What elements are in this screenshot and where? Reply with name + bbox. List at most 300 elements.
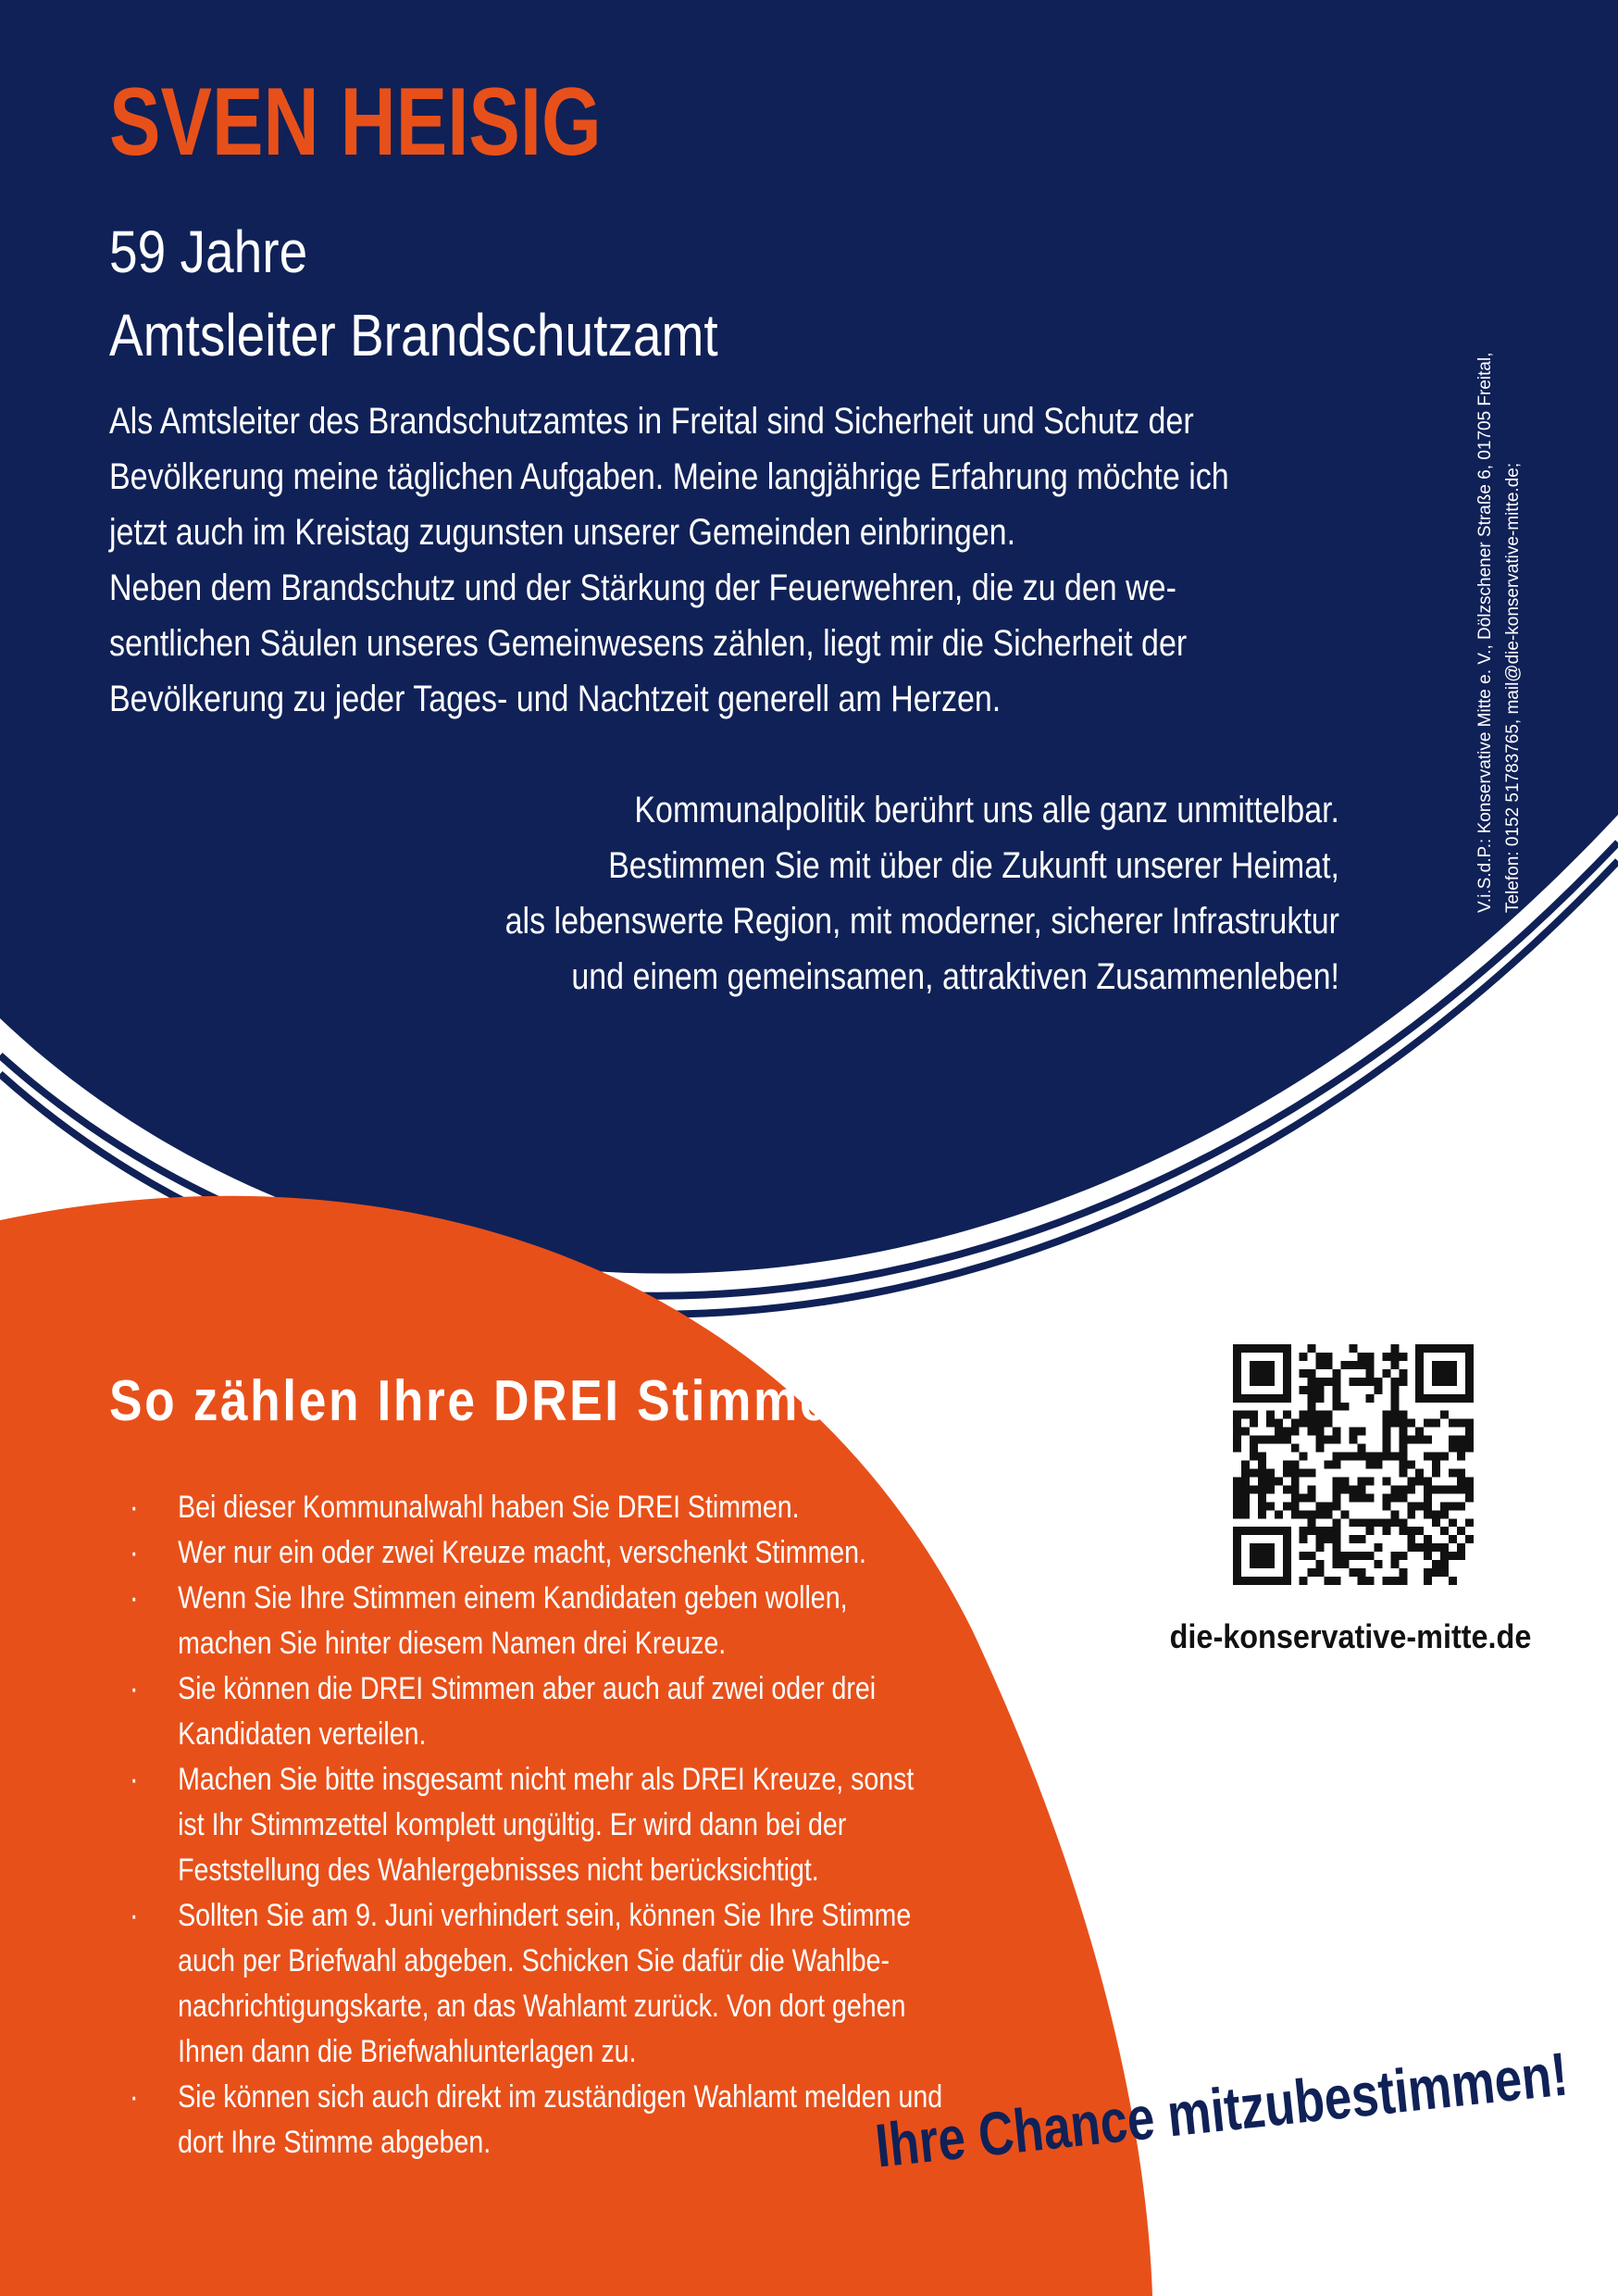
qr-module	[1357, 1493, 1365, 1502]
qr-module	[1415, 1502, 1424, 1510]
qr-module	[1250, 1453, 1258, 1461]
qr-module	[1449, 1419, 1457, 1428]
qr-module	[1275, 1428, 1283, 1436]
qr-module	[1250, 1444, 1258, 1453]
bio-line: Als Amtsleiter des Brandschutzamtes in Freital sind Sicherheit und Schutz der	[109, 401, 1194, 442]
qr-module	[1266, 1419, 1275, 1428]
qr-module	[1357, 1453, 1365, 1461]
qr-module	[1407, 1510, 1415, 1518]
qr-module	[1465, 1485, 1474, 1493]
qr-module	[1449, 1502, 1457, 1510]
qr-module	[1382, 1436, 1390, 1444]
qr-module	[1300, 1527, 1308, 1535]
qr-module	[1424, 1436, 1432, 1444]
qr-module	[1316, 1394, 1325, 1403]
qr-module	[1407, 1477, 1415, 1485]
qr-module	[1399, 1428, 1407, 1436]
qr-module	[1283, 1468, 1291, 1477]
qr-module	[1415, 1468, 1424, 1477]
qr-module	[1432, 1518, 1440, 1527]
qr-module	[1233, 1444, 1241, 1453]
qr-module	[1308, 1527, 1316, 1535]
qr-module	[1266, 1411, 1275, 1419]
qr-module	[1465, 1419, 1474, 1428]
qr-module	[1341, 1510, 1350, 1518]
qr-module	[1407, 1461, 1415, 1469]
qr-module	[1266, 1436, 1275, 1444]
list-item: · Wer nur ein oder zwei Kreuze macht, verschenkt Stimmen.	[130, 1530, 946, 1576]
qr-module	[1308, 1344, 1316, 1353]
imprint-line: V.i.S.d.P.: Konservative Mitte e. V., Dölzschener Straße 6, 01705 Freital,	[1475, 352, 1495, 913]
candidate-name: SVEN HEISIG	[109, 69, 602, 176]
qr-module	[1457, 1552, 1465, 1560]
qr-module	[1432, 1468, 1440, 1477]
qr-module	[1407, 1543, 1415, 1552]
qr-module	[1291, 1419, 1300, 1428]
qr-module	[1333, 1453, 1341, 1461]
qr-module	[1390, 1378, 1399, 1386]
qr-module	[1266, 1502, 1275, 1510]
qr-module	[1300, 1419, 1308, 1428]
qr-module	[1300, 1353, 1308, 1361]
qr-module	[1316, 1386, 1325, 1394]
qr-module	[1399, 1568, 1407, 1577]
qr-module	[1291, 1477, 1300, 1485]
qr-module	[1457, 1453, 1465, 1461]
list-item: · Wenn Sie Ihre Stimmen einem Kandidaten geben wollen, machen Sie hinter diesem Namen drei Kreuze.	[130, 1576, 946, 1666]
qr-module	[1316, 1411, 1325, 1419]
qr-module	[1283, 1428, 1291, 1436]
qr-module	[1449, 1518, 1457, 1527]
list-item: · Machen Sie bitte insgesamt nicht mehr als DREI Kreuze, sonst ist Ihr Stimmzettel komplett ungültig. Er wird dann bei der Feststellung des Wahlergebnisses nicht berücksichtigt.	[130, 1757, 946, 1893]
qr-module	[1300, 1510, 1308, 1518]
qr-module	[1350, 1453, 1358, 1461]
qr-module	[1440, 1552, 1449, 1560]
qr-module	[1316, 1353, 1325, 1361]
votes-heading: So zählen Ihre DREI Stimmen:	[109, 1369, 881, 1433]
qr-module	[1457, 1477, 1465, 1485]
qr-module	[1308, 1518, 1316, 1527]
qr-module	[1390, 1344, 1399, 1353]
qr-module	[1365, 1577, 1374, 1585]
qr-module	[1241, 1477, 1250, 1485]
qr-module	[1308, 1403, 1316, 1411]
bio-line: Neben dem Brandschutz und der Stärkung der Feuerwehren, die zu den we-	[109, 568, 1176, 608]
qr-module	[1399, 1518, 1407, 1527]
qr-module	[1300, 1577, 1308, 1585]
quote-line: Kommunalpolitik berührt uns alle ganz unmittelbar.	[634, 790, 1339, 830]
qr-module	[1415, 1477, 1424, 1485]
qr-module	[1457, 1419, 1465, 1428]
qr-module	[1341, 1453, 1350, 1461]
qr-module	[1399, 1527, 1407, 1535]
qr-module	[1457, 1543, 1465, 1552]
qr-module	[1457, 1502, 1465, 1510]
qr-module	[1350, 1568, 1358, 1577]
qr-module	[1449, 1577, 1457, 1585]
qr-module	[1333, 1436, 1341, 1444]
qr-module	[1233, 1419, 1241, 1428]
qr-module	[1407, 1502, 1415, 1510]
qr-module	[1382, 1369, 1390, 1378]
qr-module	[1250, 1419, 1258, 1428]
qr-module	[1399, 1353, 1407, 1361]
qr-module	[1382, 1353, 1390, 1361]
qr-module	[1258, 1477, 1266, 1485]
qr-module	[1300, 1468, 1308, 1477]
qr-module	[1258, 1453, 1266, 1461]
qr-module	[1316, 1428, 1325, 1436]
qr-module	[1308, 1378, 1316, 1386]
qr-module	[1399, 1468, 1407, 1477]
qr-module	[1350, 1344, 1358, 1353]
qr-module	[1325, 1502, 1333, 1510]
qr-module	[1415, 1436, 1424, 1444]
imprint	[1472, 320, 1527, 913]
qr-module	[1241, 1428, 1250, 1436]
qr-module	[1357, 1518, 1365, 1527]
qr-module	[1399, 1552, 1407, 1560]
qr-module	[1325, 1411, 1333, 1419]
qr-module	[1440, 1560, 1449, 1568]
qr-module	[1457, 1436, 1465, 1444]
qr-module	[1350, 1361, 1358, 1369]
qr-module	[1316, 1444, 1325, 1453]
qr-module	[1399, 1378, 1407, 1386]
qr-module	[1382, 1493, 1390, 1502]
qr-module	[1449, 1468, 1457, 1477]
qr-module	[1300, 1411, 1308, 1419]
qr-code-icon[interactable]	[1233, 1344, 1474, 1585]
qr-module	[1382, 1518, 1390, 1527]
qr-module	[1308, 1552, 1316, 1560]
qr-module	[1415, 1428, 1424, 1436]
qr-module	[1382, 1428, 1390, 1436]
qr-module	[1357, 1577, 1365, 1585]
bio-line: Bevölkerung zu jeder Tages- und Nachtzeit generell am Herzen.	[109, 679, 1002, 719]
imprint-line: Telefon: 0152 51783765, mail@die-konservative-mitte.de;	[1503, 462, 1523, 913]
qr-module	[1465, 1535, 1474, 1543]
qr-module	[1350, 1535, 1358, 1543]
qr-module	[1258, 1468, 1266, 1477]
qr-module	[1432, 1461, 1440, 1469]
bio-line: Bevölkerung meine täglichen Aufgaben. Meine langjährige Erfahrung möchte ich	[109, 456, 1229, 497]
qr-module	[1374, 1461, 1382, 1469]
qr-module	[1300, 1369, 1308, 1378]
qr-module	[1258, 1436, 1266, 1444]
qr-module	[1424, 1477, 1432, 1485]
qr-module	[1357, 1428, 1365, 1436]
qr-module	[1341, 1552, 1350, 1560]
qr-module	[1325, 1378, 1333, 1386]
qr-module	[1374, 1560, 1382, 1568]
qr-module	[1465, 1477, 1474, 1485]
qr-module	[1250, 1485, 1258, 1493]
qr-module	[1440, 1485, 1449, 1493]
qr-module	[1465, 1436, 1474, 1444]
qr-module	[1291, 1444, 1300, 1453]
qr-module	[1266, 1477, 1275, 1485]
qr-module	[1333, 1518, 1341, 1527]
qr-module	[1350, 1378, 1358, 1386]
qr-module	[1424, 1535, 1432, 1543]
qr-module	[1333, 1394, 1341, 1403]
qr-module	[1308, 1468, 1316, 1477]
qr-module	[1357, 1361, 1365, 1369]
qr-module	[1350, 1552, 1358, 1560]
candidate-position: Amtsleiter Brandschutzamt	[109, 302, 718, 368]
qr-module	[1399, 1493, 1407, 1502]
qr-module	[1424, 1453, 1432, 1461]
quote-line: Bestimmen Sie mit über die Zukunft unserer Heimat,	[608, 845, 1339, 886]
qr-module	[1424, 1510, 1432, 1518]
qr-module	[1365, 1518, 1374, 1527]
qr-module	[1275, 1419, 1283, 1428]
qr-module	[1325, 1353, 1333, 1361]
qr-module	[1415, 1543, 1424, 1552]
qr-module	[1291, 1468, 1300, 1477]
qr-module	[1390, 1353, 1399, 1361]
qr-module	[1333, 1461, 1341, 1469]
qr-module	[1440, 1453, 1449, 1461]
qr-module	[1390, 1552, 1399, 1560]
qr-module	[1432, 1543, 1440, 1552]
qr-module	[1357, 1353, 1365, 1361]
qr-module	[1390, 1560, 1399, 1568]
qr-module	[1374, 1378, 1382, 1386]
campaign-quote	[238, 782, 1339, 1004]
qr-module	[1465, 1444, 1474, 1453]
qr-module	[1432, 1485, 1440, 1493]
qr-module	[1316, 1436, 1325, 1444]
qr-module	[1333, 1560, 1341, 1568]
qr-module	[1233, 1502, 1241, 1510]
qr-module	[1283, 1502, 1291, 1510]
qr-module	[1390, 1394, 1399, 1403]
qr-module	[1283, 1411, 1291, 1419]
qr-module	[1333, 1378, 1341, 1386]
qr-module	[1291, 1461, 1300, 1469]
qr-module	[1341, 1403, 1350, 1411]
qr-module	[1382, 1527, 1390, 1535]
qr-module	[1283, 1485, 1291, 1493]
website-link[interactable]: die-konservative-mitte.de	[1169, 1617, 1532, 1655]
qr-module	[1357, 1378, 1365, 1386]
qr-module	[1316, 1535, 1325, 1543]
bio-line: sentlichen Säulen unseres Gemeinwesens zählen, liegt mir die Sicherheit der	[109, 623, 1188, 664]
qr-module	[1390, 1577, 1399, 1585]
qr-module	[1382, 1502, 1390, 1510]
qr-module	[1399, 1453, 1407, 1461]
qr-module	[1407, 1527, 1415, 1535]
qr-module	[1316, 1527, 1325, 1535]
qr-module	[1250, 1436, 1258, 1444]
qr-module	[1390, 1419, 1399, 1428]
qr-module	[1440, 1527, 1449, 1535]
qr-module	[1390, 1485, 1399, 1493]
qr-module	[1382, 1577, 1390, 1585]
qr-module	[1440, 1502, 1449, 1510]
qr-module	[1308, 1419, 1316, 1428]
qr-module	[1333, 1577, 1341, 1585]
qr-module	[1382, 1411, 1390, 1419]
qr-module	[1333, 1527, 1341, 1535]
qr-module	[1308, 1485, 1316, 1493]
qr-module	[1424, 1577, 1432, 1585]
qr-module	[1374, 1386, 1382, 1394]
qr-module	[1350, 1436, 1358, 1444]
qr-module	[1333, 1493, 1341, 1502]
qr-module	[1357, 1568, 1365, 1577]
qr-module	[1432, 1419, 1440, 1428]
qr-module	[1341, 1485, 1350, 1493]
qr-module	[1365, 1493, 1374, 1502]
qr-module	[1432, 1568, 1440, 1577]
qr-module	[1399, 1411, 1407, 1419]
qr-module	[1333, 1552, 1341, 1560]
qr-module	[1316, 1502, 1325, 1510]
qr-module	[1308, 1428, 1316, 1436]
qr-module	[1357, 1485, 1365, 1493]
qr-module	[1350, 1428, 1358, 1436]
qr-module	[1382, 1453, 1390, 1461]
qr-module	[1424, 1568, 1432, 1577]
qr-module	[1374, 1453, 1382, 1461]
qr-module	[1357, 1535, 1365, 1543]
qr-module	[1350, 1493, 1358, 1502]
qr-module	[1283, 1436, 1291, 1444]
qr-module	[1241, 1493, 1250, 1502]
qr-module	[1365, 1378, 1374, 1386]
qr-module	[1241, 1502, 1250, 1510]
qr-module	[1407, 1436, 1415, 1444]
qr-module	[1333, 1535, 1341, 1543]
qr-module	[1300, 1535, 1308, 1543]
qr-module	[1390, 1453, 1399, 1461]
qr-module	[1316, 1419, 1325, 1428]
qr-module	[1266, 1485, 1275, 1493]
qr-module	[1382, 1444, 1390, 1453]
qr-module	[1390, 1493, 1399, 1502]
qr-module	[1233, 1510, 1241, 1518]
qr-module	[1325, 1436, 1333, 1444]
qr-module	[1300, 1493, 1308, 1502]
qr-module	[1390, 1518, 1399, 1527]
qr-module	[1357, 1477, 1365, 1485]
qr-module	[1449, 1552, 1457, 1560]
qr-module	[1258, 1510, 1266, 1518]
qr-module	[1308, 1493, 1316, 1502]
qr-module	[1424, 1552, 1432, 1560]
qr-module	[1390, 1510, 1399, 1518]
qr-module	[1390, 1403, 1399, 1411]
qr-module	[1308, 1394, 1316, 1403]
qr-module	[1275, 1510, 1283, 1518]
qr-module	[1440, 1510, 1449, 1518]
qr-module	[1374, 1518, 1382, 1527]
qr-module	[1241, 1510, 1250, 1518]
qr-module	[1465, 1428, 1474, 1436]
qr-module	[1308, 1568, 1316, 1577]
qr-module	[1357, 1444, 1365, 1453]
qr-module	[1308, 1411, 1316, 1419]
qr-module	[1390, 1411, 1399, 1419]
quote-line: und einem gemeinsamen, attraktiven Zusammenleben!	[571, 956, 1339, 997]
qr-module	[1325, 1577, 1333, 1585]
qr-module	[1291, 1485, 1300, 1493]
qr-module	[1308, 1510, 1316, 1518]
qr-module	[1250, 1411, 1258, 1419]
qr-module	[1300, 1552, 1308, 1560]
qr-module	[1457, 1485, 1465, 1493]
qr-module	[1325, 1510, 1333, 1518]
qr-module	[1233, 1485, 1241, 1493]
qr-module	[1291, 1502, 1300, 1510]
qr-module	[1407, 1485, 1415, 1493]
qr-module	[1350, 1518, 1358, 1527]
qr-module	[1325, 1535, 1333, 1543]
qr-module	[1365, 1369, 1374, 1378]
qr-module	[1325, 1419, 1333, 1428]
qr-module	[1333, 1403, 1341, 1411]
qr-module	[1233, 1436, 1241, 1444]
qr-module	[1440, 1568, 1449, 1577]
qr-module	[1316, 1510, 1325, 1518]
quote-line: als lebenswerte Region, mit moderner, sicherer Infrastruktur	[504, 901, 1339, 942]
qr-module	[1241, 1468, 1250, 1477]
qr-module	[1316, 1378, 1325, 1386]
qr-module	[1333, 1543, 1341, 1552]
qr-module	[1390, 1361, 1399, 1369]
qr-module	[1316, 1361, 1325, 1369]
qr-module	[1424, 1502, 1432, 1510]
qr-module	[1233, 1411, 1241, 1419]
qr-module	[1432, 1510, 1440, 1518]
qr-module	[1432, 1560, 1440, 1568]
qr-module	[1465, 1518, 1474, 1527]
qr-module	[1233, 1493, 1241, 1502]
qr-module	[1407, 1419, 1415, 1428]
qr-module	[1333, 1485, 1341, 1493]
qr-module	[1325, 1361, 1333, 1369]
qr-module	[1449, 1485, 1457, 1493]
voting-rules-list	[130, 1485, 946, 2165]
qr-module	[1365, 1461, 1374, 1469]
qr-module	[1457, 1444, 1465, 1453]
qr-module	[1291, 1510, 1300, 1518]
bio-line: jetzt auch im Kreistag zugunsten unserer Gemeinden einbringen.	[109, 512, 1016, 553]
qr-module	[1308, 1369, 1316, 1378]
qr-module	[1440, 1543, 1449, 1552]
list-item: · Sie können sich auch direkt im zuständigen Wahlamt melden und dort Ihre Stimme abgeben.	[130, 2075, 946, 2165]
qr-module	[1258, 1461, 1266, 1469]
qr-module	[1424, 1419, 1432, 1428]
qr-module	[1233, 1428, 1241, 1436]
qr-module	[1333, 1428, 1341, 1436]
qr-module	[1241, 1411, 1250, 1419]
qr-module	[1341, 1560, 1350, 1568]
qr-module	[1365, 1394, 1374, 1403]
qr-module	[1424, 1493, 1432, 1502]
qr-module	[1300, 1453, 1308, 1461]
qr-module	[1291, 1428, 1300, 1436]
qr-module	[1424, 1485, 1432, 1493]
list-item: · Bei dieser Kommunalwahl haben Sie DREI Stimmen.	[130, 1485, 946, 1530]
qr-module	[1399, 1461, 1407, 1469]
qr-module	[1382, 1419, 1390, 1428]
qr-module	[1266, 1468, 1275, 1477]
list-item: · Sie können die DREI Stimmen aber auch auf zwei oder drei Kandidaten verteilen.	[130, 1666, 946, 1757]
